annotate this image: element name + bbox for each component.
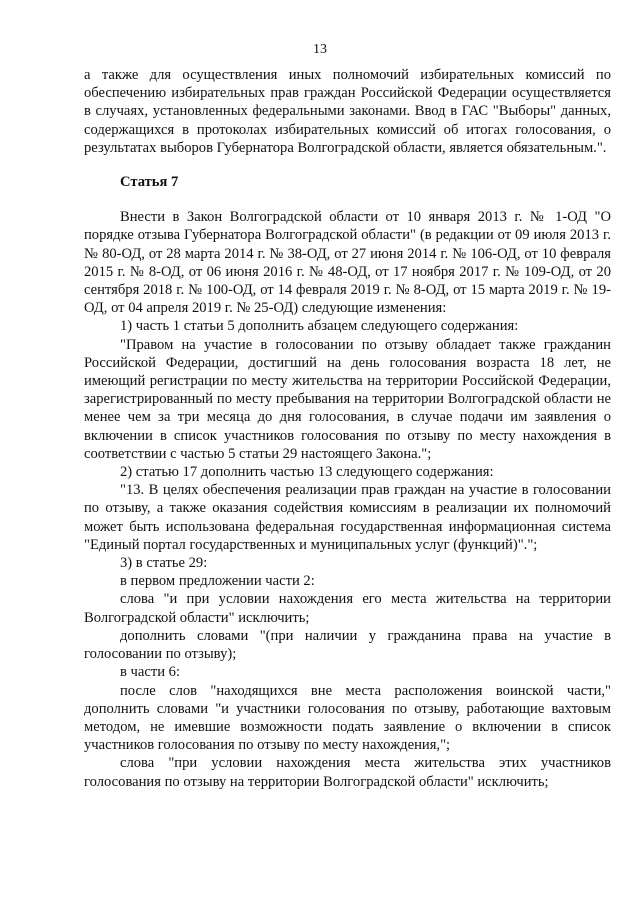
paragraph-part-2-remove: слова "и при условии нахождения его места жительства на территории Волгоградской области" исключить; bbox=[84, 591, 611, 626]
paragraph-part-6-add: после слов "находящихся вне места расположения воинской части," дополнить словами "и участники голосования по отзыву, работающие вахтовым методом, не имевшие возможности подать заявление о включении в список участников голосования по отзыву по месту нахождения,"; bbox=[84, 682, 611, 754]
page-number: 13 bbox=[313, 42, 327, 57]
paragraph-part-2-add: дополнить словами "(при наличии у гражданина права на участие в голосовании по отзыву); bbox=[84, 627, 611, 663]
paragraph-part-6-intro: в части 6: bbox=[120, 664, 181, 681]
paragraph-part-6-remove: слова "при условии нахождения места жительства этих участников голосования по отзыву на территории Волгоградской области" исключить; bbox=[84, 755, 611, 790]
article-heading: Статья 7 bbox=[120, 174, 179, 191]
paragraph-amendment-intro: Внести в Закон Волгоградской области от 10 января 2013 г. № 1-ОД "О порядке отзыва Губернатора Волгоградской области" (в редакции от 09 июля 2013 г. № 80-ОД, от 28 марта 2014 г. № 38-ОД, от 27 июня 2014 г. № 106-ОД, от 10 февраля 2015 г. № 8-ОД, от 06 июня 2016 г. № 48-ОД, от 17 ноября 2017 г. № 109-ОД, от 20 сентября 2018 г. № 100-ОД, от 14 февраля 2019 г. № 8-ОД, от 15 марта 2019 г. № 19-ОД, от 04 апреля 2019 г. № 25-ОД) следующие изменения: bbox=[84, 209, 611, 317]
document-body bbox=[84, 66, 611, 791]
paragraph-part-2-intro: в первом предложении части 2: bbox=[120, 573, 315, 590]
paragraph-item-1-text: "Правом на участие в голосовании по отзыву обладает также гражданин Российской Федерации, достигший на день голосования возраста 18 лет, не имеющий регистрации по месту жительства на территории Российской Федерации, зарегистрированный по месту пребывания на территории Волгоградской области не менее чем за три месяца до дня голосования, в случае подачи им заявления о включении в список участников голосования по отзыву по месту нахождения в соответствии с частью 5 статьи 29 настоящего Закона."; bbox=[84, 336, 611, 462]
intro-paragraph: а также для осуществления иных полномочий избирательных комиссий по обеспечению избирательных прав граждан Российской Федерации осуществляется в случаях, установленных федеральными законами. Ввод в ГАС "Выборы" данных, содержащихся в протоколах избирательных комиссий об итогах голосования, о результатах выборов Губернатора Волгоградской области, является обязательным.". bbox=[84, 67, 611, 156]
paragraph-item-2-text: "13. В целях обеспечения реализации прав граждан на участие в голосовании по отзыву, а также оказания содействия комиссиям в реализации их полномочий может быть использована федеральная государственная информационная система "Единый портал государственных и муниципальных услуг (функций)"."; bbox=[84, 482, 611, 553]
paragraph-item-1: 1) часть 1 статьи 5 дополнить абзацем следующего содержания: bbox=[120, 318, 519, 335]
paragraph-item-2: 2) статью 17 дополнить частью 13 следующего содержания: bbox=[120, 464, 494, 481]
paragraph-item-3: 3) в статье 29: bbox=[120, 555, 208, 572]
